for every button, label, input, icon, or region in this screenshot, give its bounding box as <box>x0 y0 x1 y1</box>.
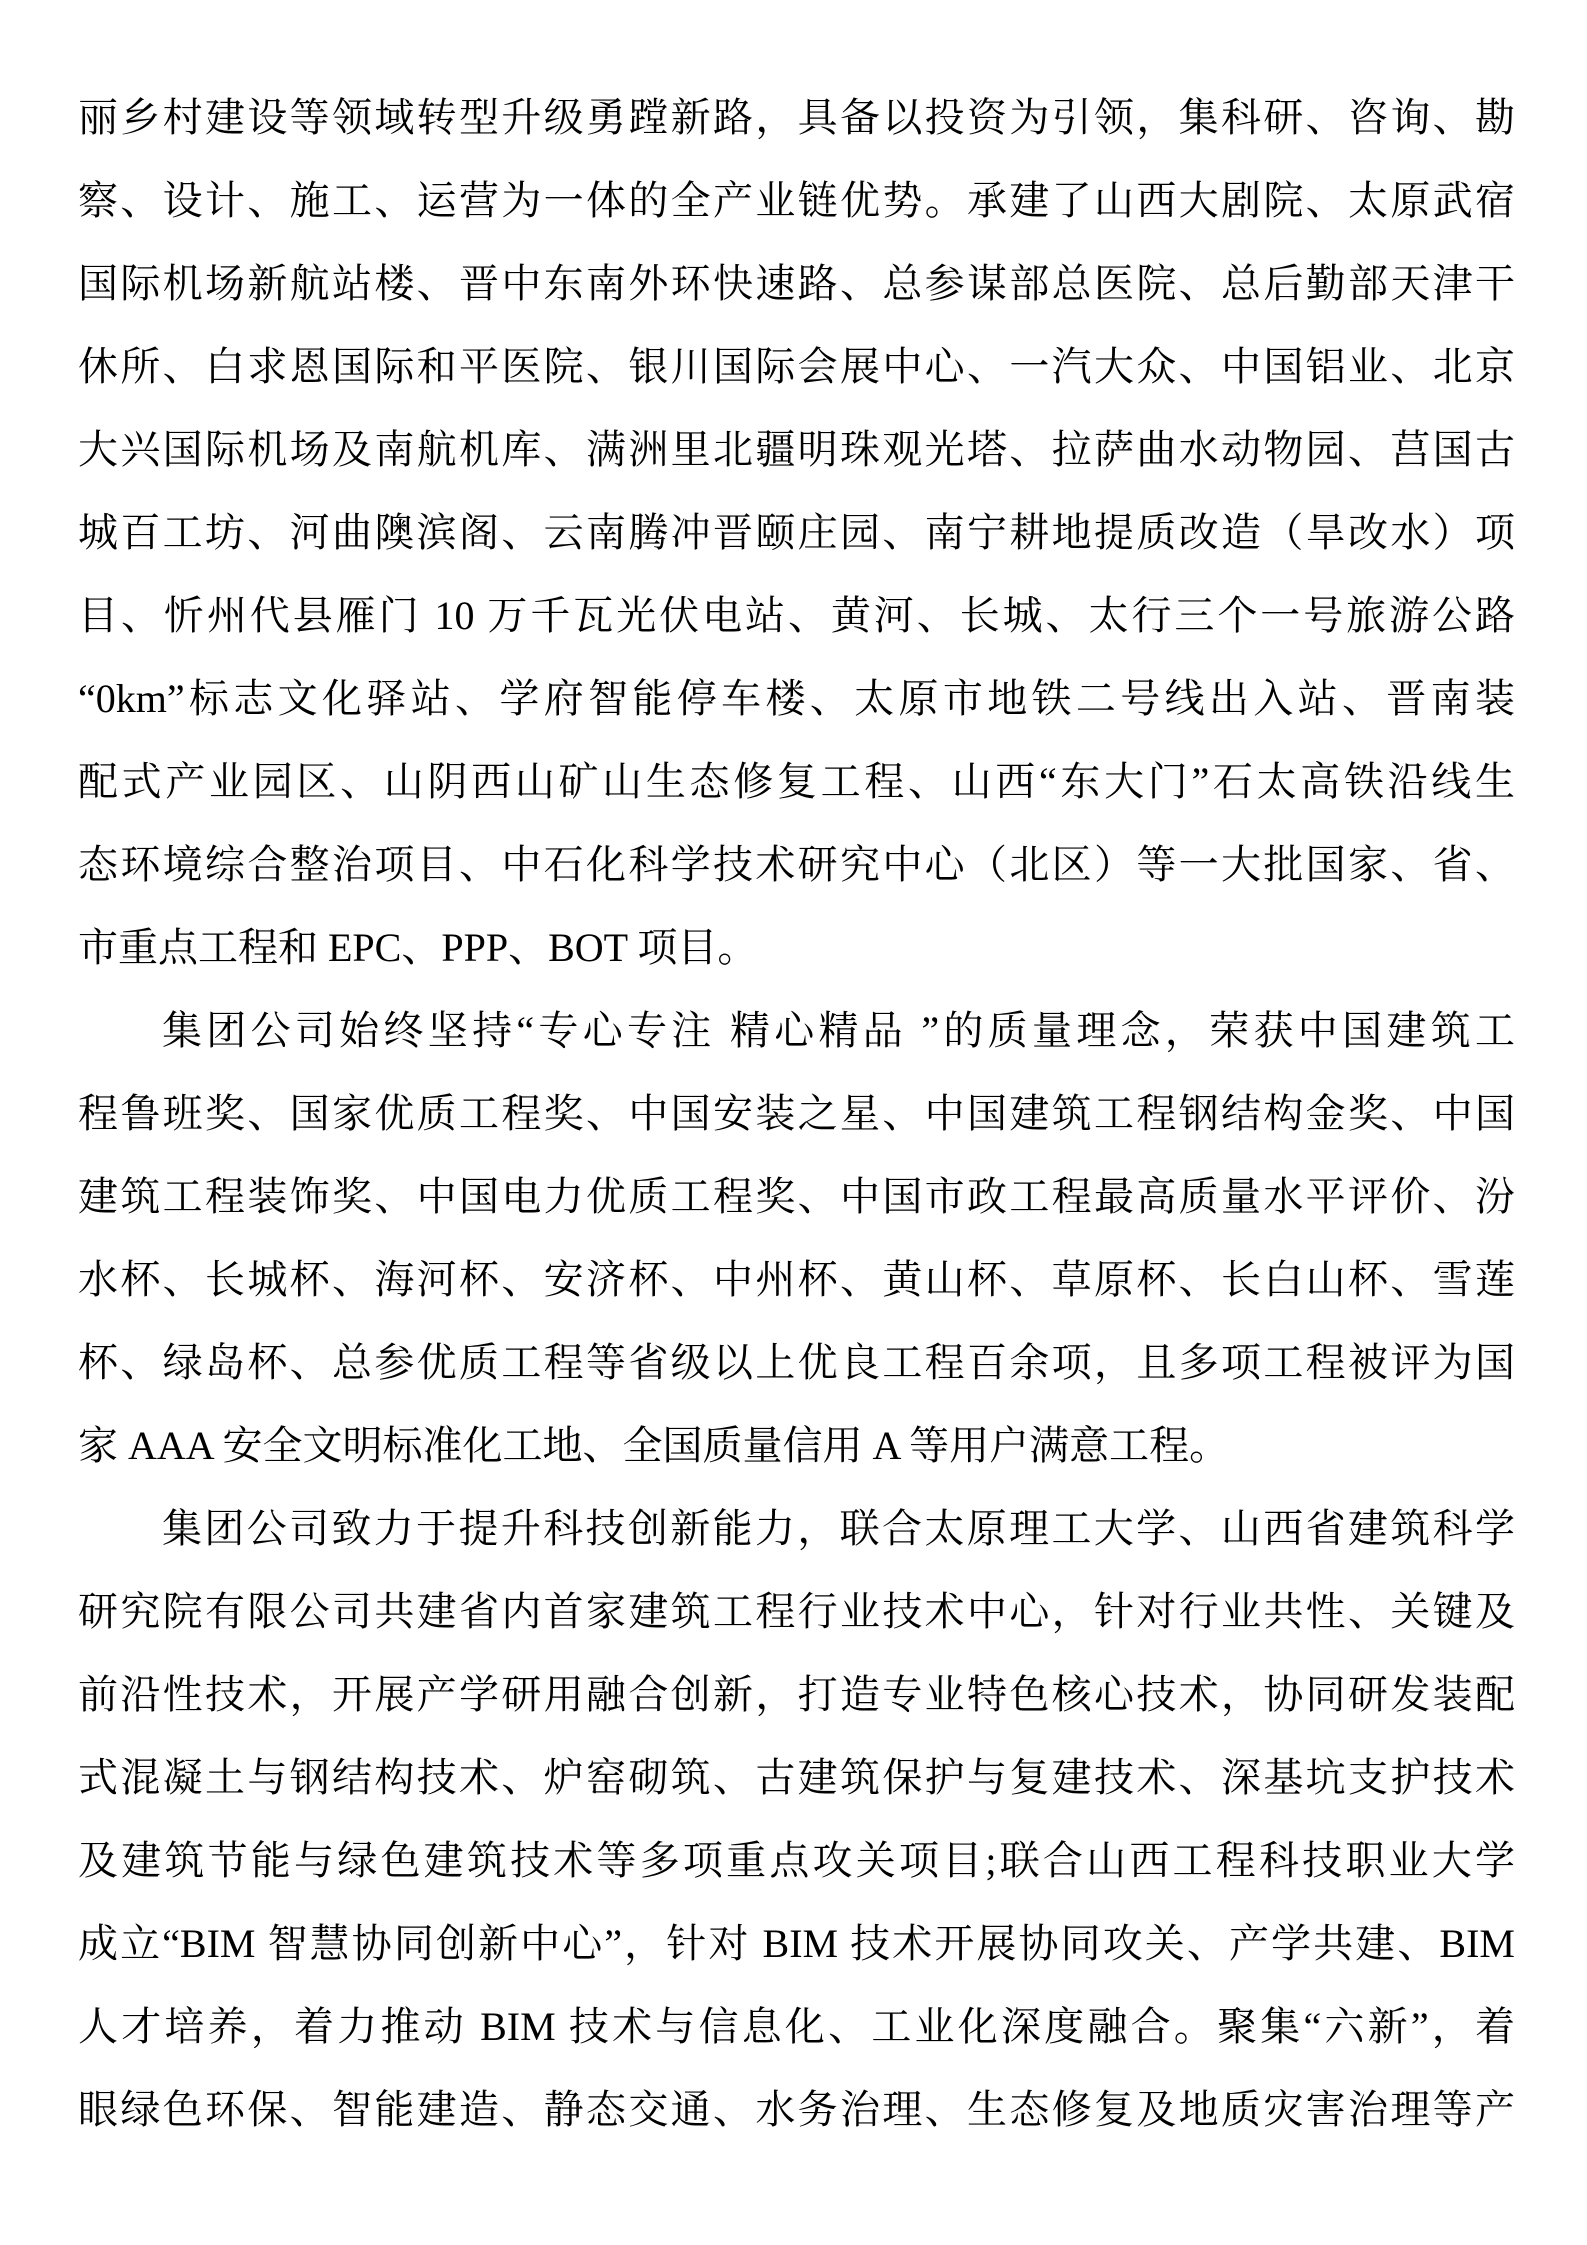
text-line: 研究院有限公司共建省内首家建筑工程行业技术中心，针对行业共性、关键及 <box>78 1589 1515 1634</box>
text-line: 目、忻州代县雁门 10 万千瓦光伏电站、黄河、长城、太行三个一号旅游公路 <box>78 593 1515 638</box>
text-line: “0km”标志文化驿站、学府智能停车楼、太原市地铁二号线出入站、晋南装 <box>78 676 1515 721</box>
text-line: 休所、白求恩国际和平医院、银川国际会展中心、一汽大众、中国铝业、北京 <box>78 344 1515 389</box>
text-line: 式混凝土与钢结构技术、炉窑砌筑、古建筑保护与复建技术、深基坑支护技术 <box>78 1755 1515 1800</box>
text-line: 家 AAA 安全文明标准化工地、全国质量信用 A 等用户满意工程。 <box>78 1423 1230 1468</box>
text-line: 眼绿色环保、智能建造、静态交通、水务治理、生态修复及地质灾害治理等产 <box>78 2087 1515 2132</box>
text-line: 水杯、长城杯、海河杯、安济杯、中州杯、黄山杯、草原杯、长白山杯、雪莲 <box>78 1257 1515 1302</box>
paragraph <box>78 76 1515 989</box>
text-line: 态环境综合整治项目、中石化科学技术研究中心（北区）等一大批国家、省、 <box>78 842 1515 887</box>
text-line: 集团公司始终坚持“专心专注 精心精品 ”的质量理念，荣获中国建筑工 <box>162 1008 1515 1053</box>
text-line: 人才培养，着力推动 BIM 技术与信息化、工业化深度融合。聚集“六新”，着 <box>78 2004 1515 2049</box>
text-line: 配式产业园区、山阴西山矿山生态修复工程、山西“东大门”石太高铁沿线生 <box>78 759 1515 804</box>
page-text <box>78 76 1515 2151</box>
text-line: 前沿性技术，开展产学研用融合创新，打造专业特色核心技术，协同研发装配 <box>78 1672 1515 1717</box>
paragraph <box>78 989 1515 1487</box>
text-line: 市重点工程和 EPC、PPP、BOT 项目。 <box>78 925 758 970</box>
text-line: 成立“BIM 智慧协同创新中心”，针对 BIM 技术开展协同攻关、产学共建、BIM <box>78 1921 1515 1966</box>
text-line: 城百工坊、河曲隩滨阁、云南腾冲晋颐庄园、南宁耕地提质改造（旱改水）项 <box>78 510 1515 555</box>
text-line: 大兴国际机场及南航机库、满洲里北疆明珠观光塔、拉萨曲水动物园、莒国古 <box>78 427 1515 472</box>
text-line: 集团公司致力于提升科技创新能力，联合太原理工大学、山西省建筑科学 <box>162 1506 1515 1551</box>
text-line: 察、设计、施工、运营为一体的全产业链优势。承建了山西大剧院、太原武宿 <box>78 178 1515 223</box>
text-line: 程鲁班奖、国家优质工程奖、中国安装之星、中国建筑工程钢结构金奖、中国 <box>78 1091 1515 1136</box>
text-line: 建筑工程装饰奖、中国电力优质工程奖、中国市政工程最高质量水平评价、汾 <box>78 1174 1515 1219</box>
text-line: 杯、绿岛杯、总参优质工程等省级以上优良工程百余项，且多项工程被评为国 <box>78 1340 1515 1385</box>
text-line: 及建筑节能与绿色建筑技术等多项重点攻关项目;联合山西工程科技职业大学 <box>78 1838 1515 1883</box>
paragraph <box>78 1487 1515 2151</box>
text-line: 国际机场新航站楼、晋中东南外环快速路、总参谋部总医院、总后勤部天津干 <box>78 261 1515 306</box>
text-line: 丽乡村建设等领域转型升级勇蹚新路，具备以投资为引领，集科研、咨询、勘 <box>78 95 1515 140</box>
